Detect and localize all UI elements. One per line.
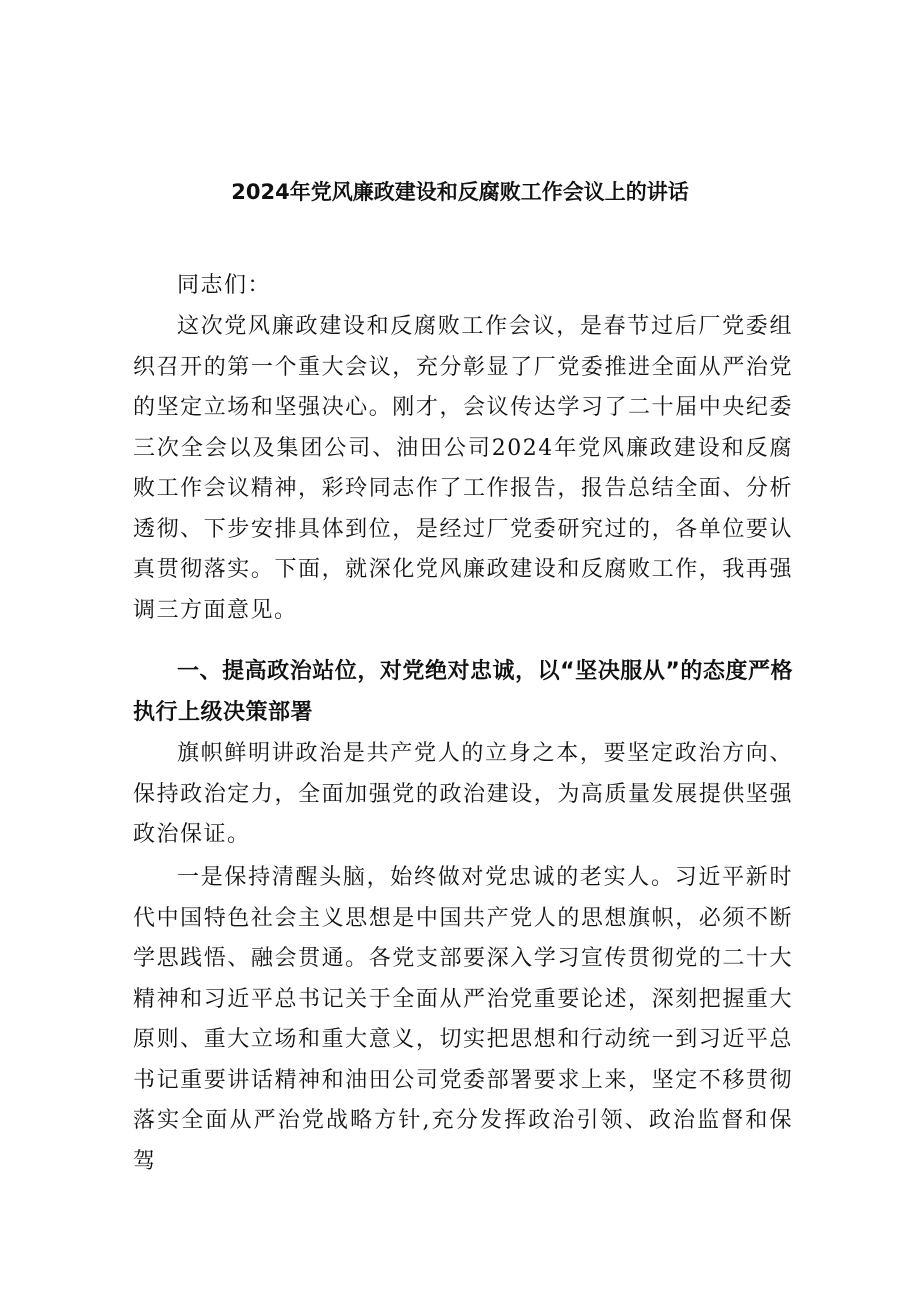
paragraph-block-1: [133, 307, 793, 631]
paragraph-1: 这次党风廉政建设和反腐败工作会议，是春节过后厂党委组织召开的第一个重大会议，充分彰显了厂党委推进全面从严治党的坚定立场和坚强决心。刚才，会议传达学习了二十届中央纪委三次全会以及集团公司、油田公司2024年党风廉政建设和反腐败工作会议精神，彩玲同志作了工作报告，报告总结全面、分析透彻、下步安排具体到位，是经过厂党委研究过的，各单位要认真贯彻落实。下面，就深化党风廉政建设和反腐败工作，我再强调三方面意见。: [133, 314, 793, 623]
document-title: 2024年党风廉政建设和反腐败工作会议上的讲话: [231, 180, 689, 204]
salutation-block: [133, 266, 793, 307]
paragraph-3: 一是保持清醒头脑，始终做对党忠诚的老实人。习近平新时代中国特色社会主义思想是中国共产党人的思想旗帜，必须不断学思践悟、融会贯通。各党支部要深入学习宣传贯彻党的二十大精神和习近平总书记关于全面从严治党重要论述，深刻把握重大原则、重大立场和重大意义，切实把思想和行动统一到习近平总书记重要讲话精神和油田公司党委部署要求上来，坚定不移贯彻落实全面从严治党战略方针,充分发挥政治引领、政治监督和保驾: [133, 865, 793, 1174]
paragraph-block-2: [133, 734, 793, 856]
salutation: 同志们：: [177, 273, 272, 298]
paragraph-block-3: [133, 858, 793, 1182]
section-heading-block-1: [133, 652, 793, 733]
section-heading-1: 一、提高政治站位，对党绝对忠诚，以“坚决服从”的态度严格执行上级决策部署: [133, 659, 793, 725]
paragraph-2: 旗帜鲜明讲政治是共产党人的立身之本，要坚定政治方向、保持政治定力，全面加强党的政治建设，为高质量发展提供坚强政治保证。: [133, 741, 793, 847]
